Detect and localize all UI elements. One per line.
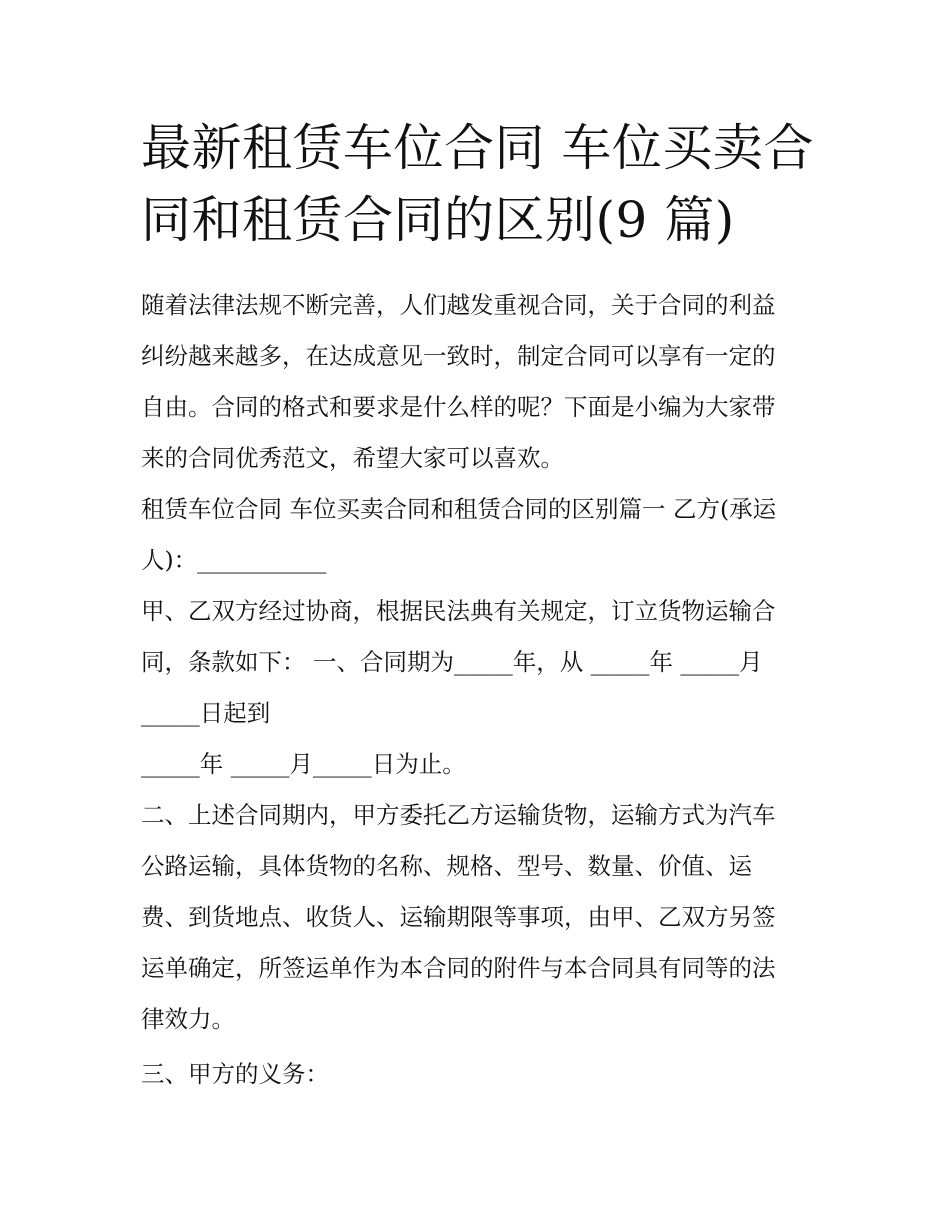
document-body xyxy=(141,280,821,1100)
document-page xyxy=(141,112,821,1100)
text-line: 同，条款如下： 一、合同期为_____年，从 _____年 _____月 xyxy=(141,648,763,676)
text-line: 人)：___________ xyxy=(141,546,327,574)
text-line: 律效力。 xyxy=(141,1005,235,1033)
text-line: 随着法律法规不断完善，人们越发重视合同，关于合同的利益 xyxy=(141,291,776,319)
title-line-2: 同和租赁合同的区别(9 篇) xyxy=(141,191,735,249)
text-line: 纠纷越来越多，在达成意见一致时，制定合同可以享有一定的 xyxy=(141,342,776,370)
text-line: _____日起到 xyxy=(141,699,271,727)
document-title xyxy=(141,112,821,256)
section-heading-paragraph xyxy=(141,484,821,586)
text-line: 公路运输，具体货物的名称、规格、型号、数量、价值、运 xyxy=(141,852,752,880)
text-line: _____年 _____月_____日为止。 xyxy=(141,750,466,778)
text-line: 租赁车位合同 车位买卖合同和租赁合同的区别篇一 乙方(承运 xyxy=(141,495,777,523)
text-line: 二、上述合同期内，甲方委托乙方运输货物，运输方式为汽车 xyxy=(141,801,776,829)
contract-intro-paragraph xyxy=(141,586,821,739)
clause-two-paragraph xyxy=(141,790,821,1045)
text-line: 运单确定，所签运单作为本合同的附件与本合同具有同等的法 xyxy=(141,954,776,982)
intro-paragraph xyxy=(141,280,821,484)
text-line: 自由。合同的格式和要求是什么样的呢？下面是小编为大家带 xyxy=(141,393,776,421)
text-line: 甲、乙双方经过协商，根据民法典有关规定，订立货物运输合 xyxy=(141,597,776,625)
text-line: 三、甲方的义务： xyxy=(141,1060,329,1088)
text-line: 来的合同优秀范文，希望大家可以喜欢。 xyxy=(141,444,564,472)
title-line-1: 最新租赁车位合同 车位买卖合 xyxy=(141,119,814,177)
contract-term-end-paragraph xyxy=(141,739,821,790)
clause-three-heading xyxy=(141,1049,821,1100)
text-line: 费、到货地点、收货人、运输期限等事项，由甲、乙双方另签 xyxy=(141,903,776,931)
